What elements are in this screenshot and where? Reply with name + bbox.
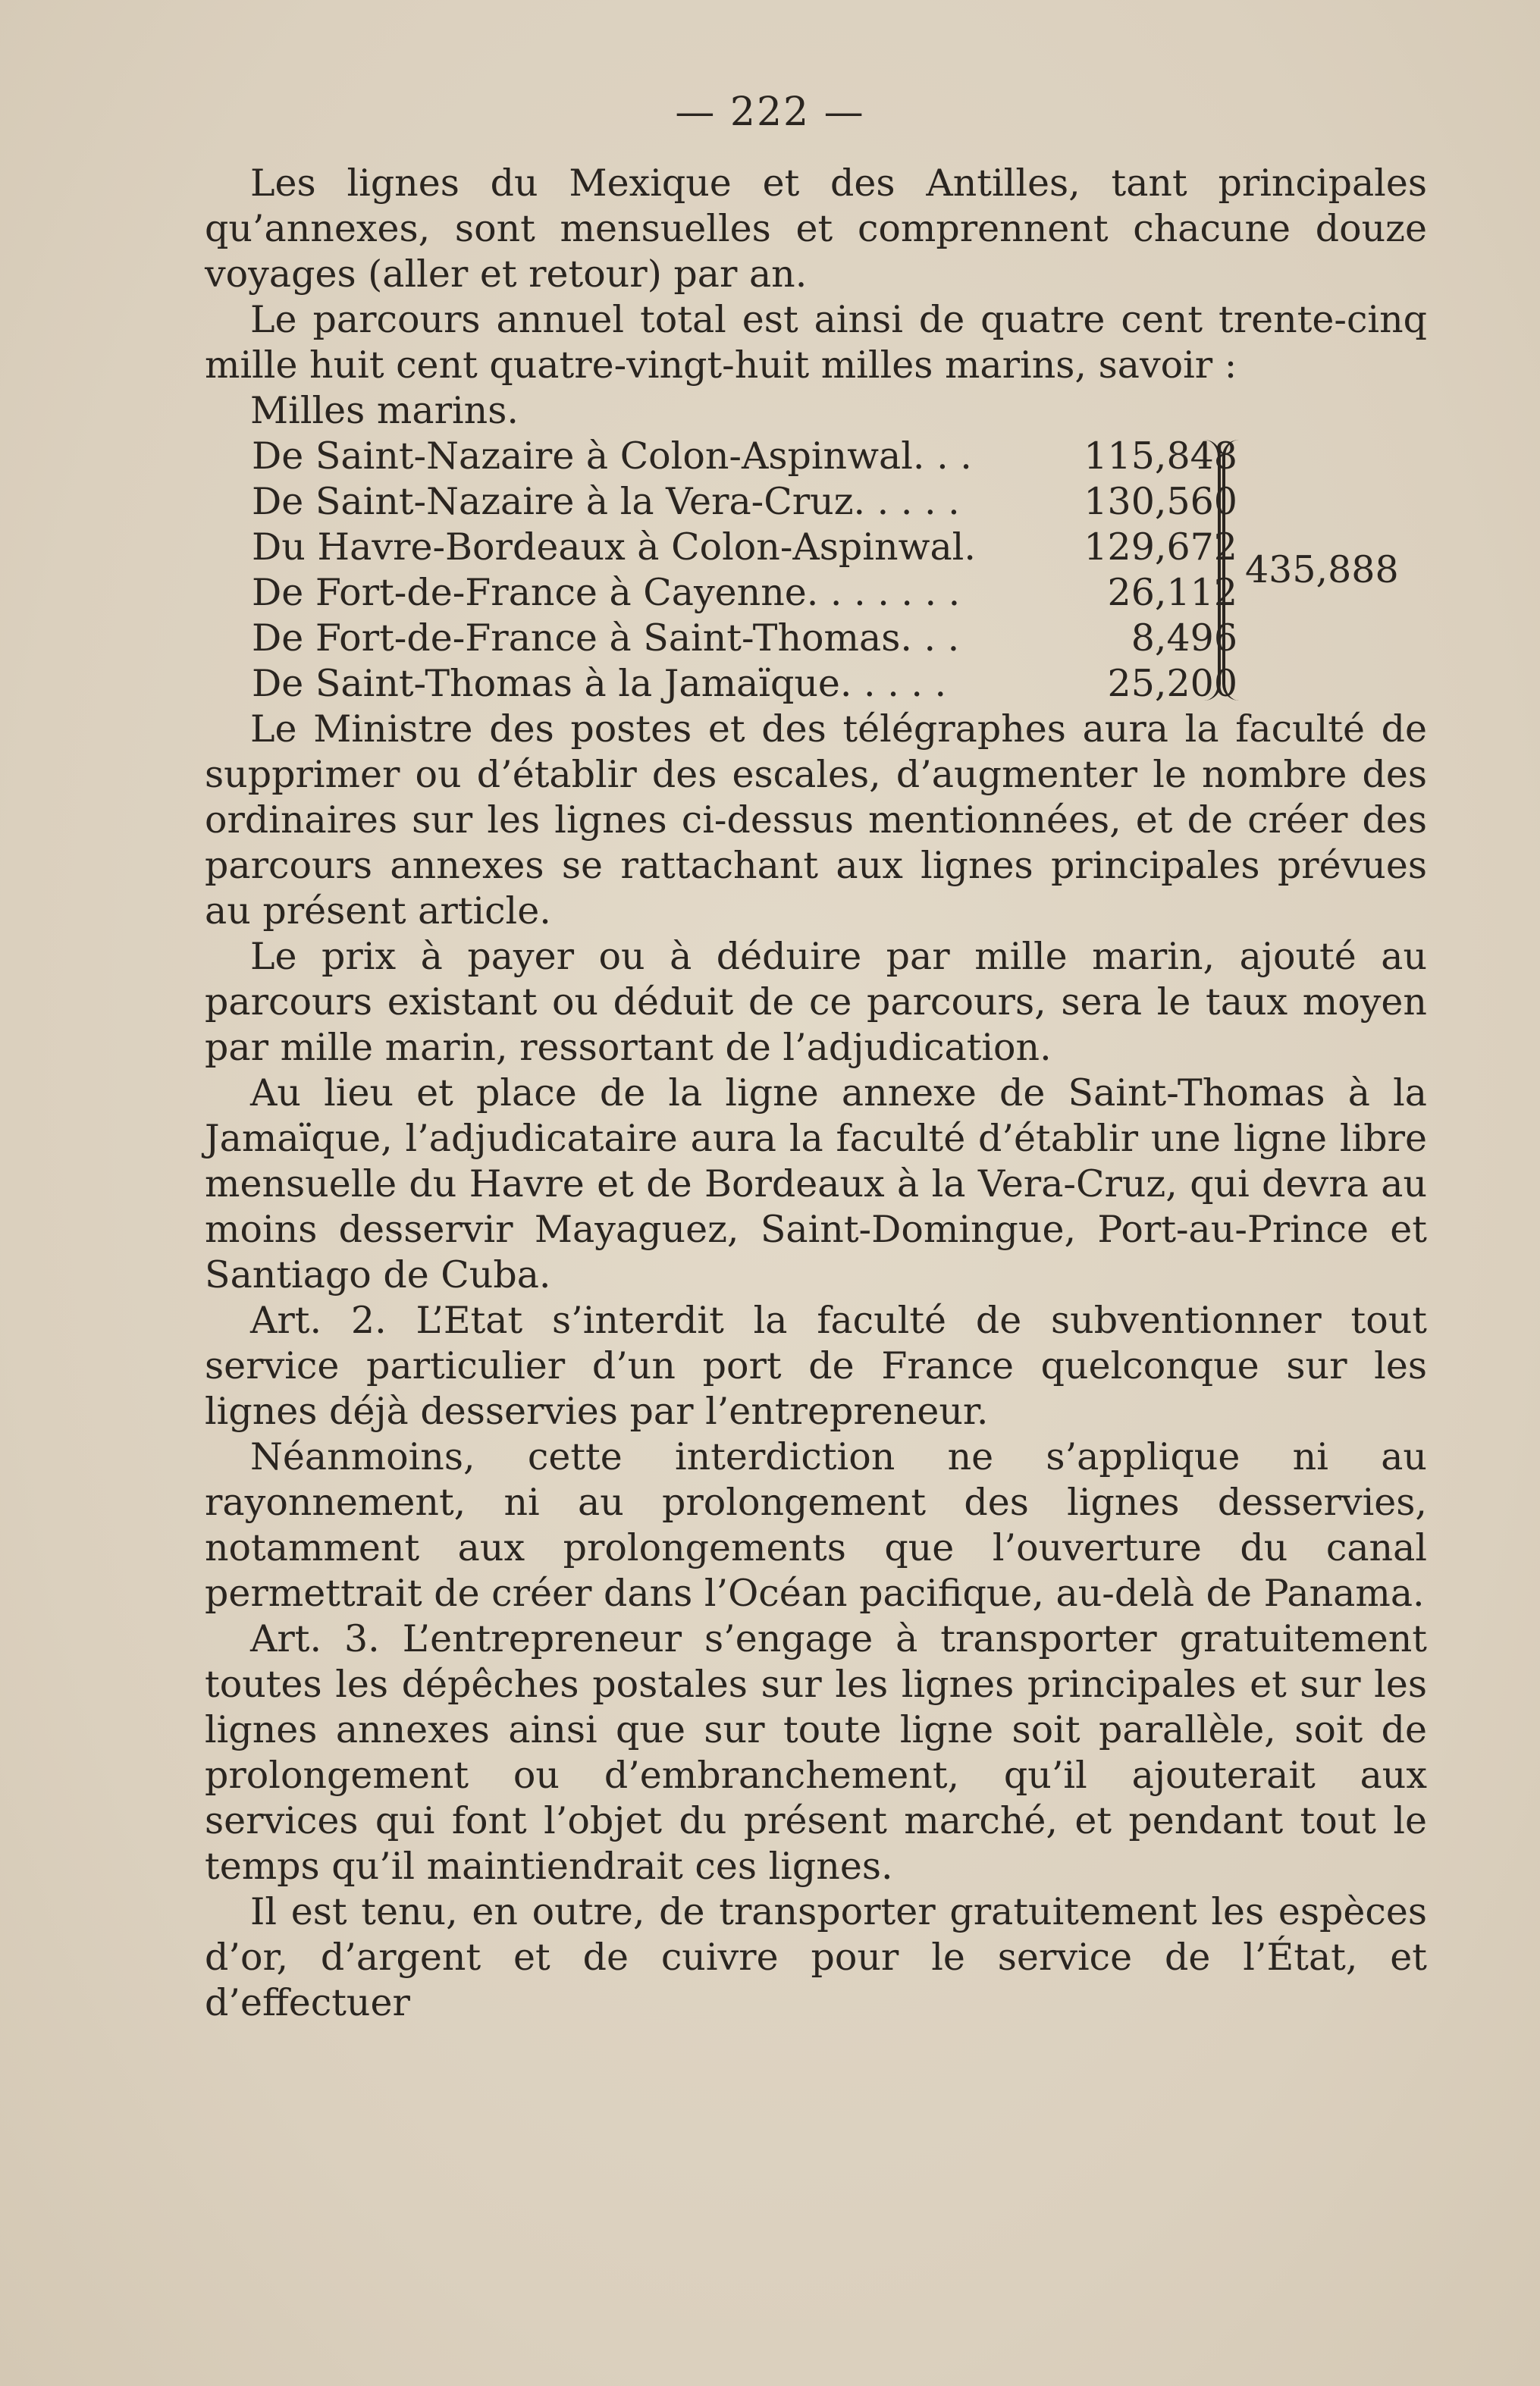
route-name: De Saint-Nazaire à la Vera-Cruz. . . . . [252,480,960,523]
brace-left-half [1204,440,1221,701]
paragraph: Les lignes du Mexique et des Antilles, tant principales qu’annexes, sont mensuelles et comprennent chacune douze voyages (aller et retour) par an. [205,161,1427,296]
paragraph: Art. 3. L’entrepreneur s’engage à transporter gratuitement toutes les dépêches postales sur les lignes principales et sur les lignes annexes ainsi que sur toute ligne soit parallèle, soit de prolongement ou d’embranchement, qu’il ajouterait aux services qui font l’objet du présent marché, et pendant tout le temps qu’il maintiendrait ces lignes. [205,1617,1427,1888]
route-miles: 115,848 [1084,434,1237,478]
paragraph: Il est tenu, en outre, de transporter gratuitement les espèces d’or, d’argent et de cuivre pour le service de l’État, et d’effectuer [205,1890,1427,2024]
route-name: De Fort-de-France à Cayenne. . . . . . . [252,571,961,614]
route-miles: 26,112 [1107,571,1237,614]
route-miles: 8,496 [1131,616,1237,660]
route-miles: 130,560 [1084,480,1237,523]
table-row [252,616,1419,661]
brace-right-half [1222,440,1239,701]
paragraph: Art. 2. L’Etat s’interdit la faculté de subventionner tout service particulier d’un port de France quelconque sur les lignes déjà desservies par l’entrepreneur. [205,1299,1427,1433]
route-miles: 25,200 [1107,662,1237,705]
table-row [252,525,1419,570]
table-row [252,661,1419,707]
route-name: Du Havre-Bordeaux à Colon-Aspinwal. [252,525,976,569]
route-miles: 129,672 [1084,525,1237,569]
paragraph: Au lieu et place de la ligne annexe de Saint-Thomas à la Jamaïque, l’adjudicataire aura la faculté d’établir une ligne libre mensuelle du Havre et de Bordeaux à la Vera-Cruz, qui devra au moins desservir Mayaguez, Saint-Domingue, Port-au-Prince et Santiago de Cuba. [205,1071,1427,1296]
paragraph: Le Ministre des postes et des télégraphes aura la faculté de supprimer ou d’établir des escales, d’augmenter le nombre des ordinaires sur les lignes ci-dessus mentionnées, et de créer des parcours annexes se rattachant aux lignes principales prévues au présent article. [205,707,1427,933]
route-total: 435,888 [1245,548,1399,591]
route-name: De Saint-Nazaire à Colon-Aspinwal. . . [252,434,972,478]
table-row [252,570,1419,616]
route-name: De Fort-de-France à Saint-Thomas. . . [252,616,960,660]
table-row [252,479,1419,525]
route-table [205,434,1427,707]
paragraph: Le parcours annuel total est ainsi de quatre cent trente-cinq mille huit cent quatre-vingt-huit milles marins, savoir : [205,298,1427,387]
page-number: — 222 — [675,89,865,135]
table-unit-header: Milles marins. [250,389,519,432]
route-name: De Saint-Thomas à la Jamaïque. . . . . [252,662,947,705]
paragraph: Le prix à payer ou à déduire par mille marin, ajouté au parcours existant ou déduit de ce parcours, sera le taux moyen par mille marin, ressortant de l’adjudication. [205,935,1427,1069]
paragraph: Néanmoins, cette interdiction ne s’applique ni au rayonnement, ni au prolongement des lignes desservies, notamment aux prolongements que l’ouverture du canal permettrait de créer dans l’Océan pacifique, au-delà de Panama. [205,1435,1427,1615]
body-text [205,161,1427,2026]
table-row [252,434,1419,479]
